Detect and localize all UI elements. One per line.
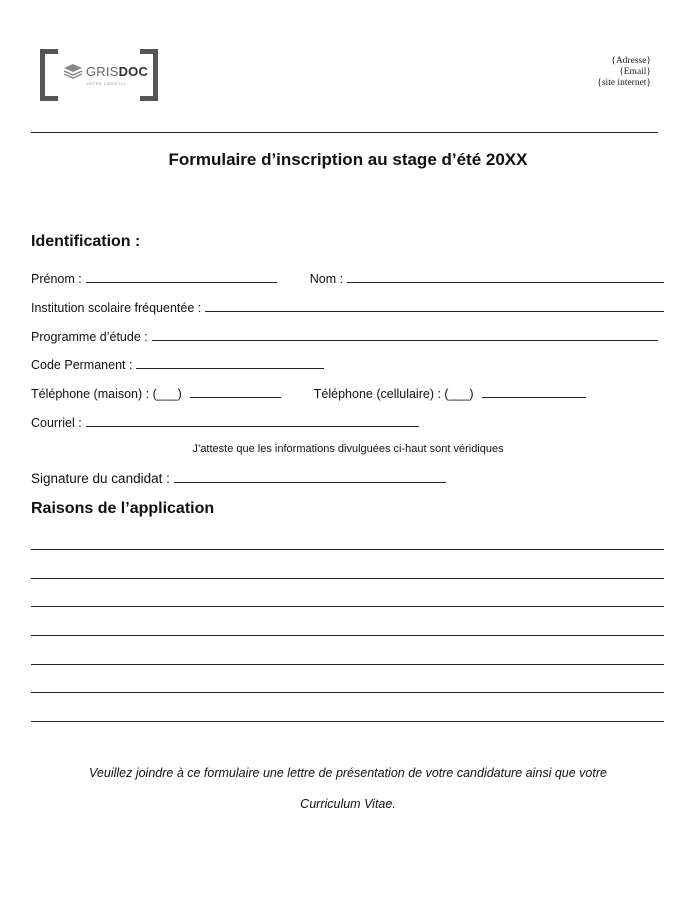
footer-note-line1: Veuillez joindre à ce formulaire une lettre de présentation de votre candidature ainsi que votre xyxy=(89,766,607,780)
reason-line[interactable] xyxy=(31,692,664,693)
code-permanent-field[interactable] xyxy=(136,367,324,369)
logo-brand: GRISDOC xyxy=(86,64,149,79)
contact-website: {site internet} xyxy=(597,78,651,88)
label-courriel: Courriel : xyxy=(31,416,82,430)
nom-field[interactable] xyxy=(347,281,664,283)
contact-address: {Adresse} xyxy=(611,56,651,66)
label-tel-maison: Téléphone (maison) : (___) xyxy=(31,387,182,401)
row-code-permanent xyxy=(31,352,664,372)
row-telephones xyxy=(31,381,664,401)
reason-line[interactable] xyxy=(31,721,664,722)
contact-email: {Email} xyxy=(619,67,651,77)
signature-field[interactable] xyxy=(174,481,446,483)
reason-line[interactable] xyxy=(31,606,664,607)
reason-line[interactable] xyxy=(31,549,664,550)
label-code-permanent: Code Permanent : xyxy=(31,358,133,372)
logo-tagline: VOTRE LOGO ICI xyxy=(86,81,126,86)
page-title: Formulaire d’inscription au stage d’été 20XX xyxy=(168,150,528,169)
reason-line[interactable] xyxy=(31,664,664,665)
label-prenom: Prénom : xyxy=(31,272,82,286)
contact-info xyxy=(597,56,651,89)
label-tel-cellulaire: Téléphone (cellulaire) : (___) xyxy=(313,387,474,401)
reason-line[interactable] xyxy=(31,578,664,579)
row-programme xyxy=(31,324,658,344)
row-institution xyxy=(31,295,664,315)
layers-icon xyxy=(63,63,83,79)
footer-note-line2: Curriculum Vitae. xyxy=(300,797,396,811)
row-signature xyxy=(31,466,664,486)
attestation-text: J’atteste que les informations divulguées ci-haut sont véridiques xyxy=(192,443,504,455)
label-signature: Signature du candidat : xyxy=(31,471,170,486)
tel-cellulaire-field[interactable] xyxy=(482,396,586,398)
row-courriel xyxy=(31,410,664,430)
company-logo xyxy=(40,49,158,101)
section-heading-reasons: Raisons de l’application xyxy=(31,500,215,517)
row-name xyxy=(31,266,664,286)
tel-maison-field[interactable] xyxy=(190,396,281,398)
label-institution: Institution scolaire fréquentée : xyxy=(31,301,202,315)
programme-field[interactable] xyxy=(152,339,658,341)
logo-left-bracket xyxy=(40,49,58,101)
label-nom: Nom : xyxy=(309,272,344,286)
courriel-field[interactable] xyxy=(86,425,419,427)
section-heading-identification: Identification : xyxy=(31,233,141,250)
institution-field[interactable] xyxy=(205,310,664,312)
header-divider xyxy=(31,132,658,133)
prenom-field[interactable] xyxy=(86,281,277,283)
reason-line[interactable] xyxy=(31,635,664,636)
label-programme: Programme d’étude : xyxy=(31,330,148,344)
